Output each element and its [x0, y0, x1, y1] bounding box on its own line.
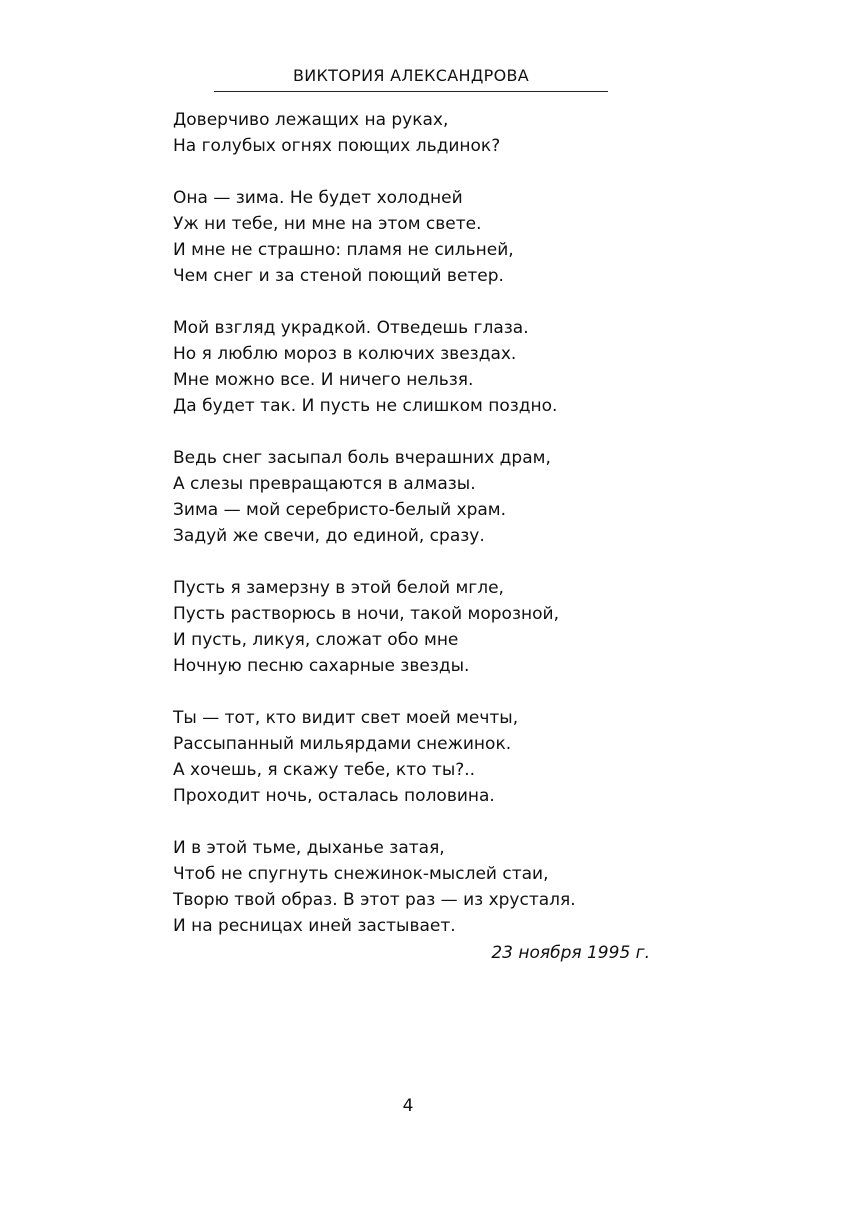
stanza [173, 445, 673, 549]
stanza [173, 705, 673, 809]
poem-line: Да будет так. И пусть не слишком поздно. [173, 396, 558, 416]
poem-line: Мой взгляд украдкой. Отведешь глаза. [173, 318, 529, 338]
poem-line: Мне можно все. И ничего нельзя. [173, 370, 474, 390]
poem-line: Чтоб не спугнуть снежинок-мыслей стаи, [173, 864, 549, 884]
poem-line: Ты — тот, кто видит свет моей мечты, [173, 708, 519, 728]
poem-line: Зима — мой серебристо-белый храм. [173, 500, 507, 520]
poem-line: Она — зима. Не будет холодней [173, 188, 463, 208]
page-number: 4 [402, 1096, 414, 1116]
poem-line: Задуй же свечи, до единой, сразу. [173, 526, 485, 546]
poem-line: И на ресницах иней застывает. [173, 916, 456, 936]
running-head-author: ВИКТОРИЯ АЛЕКСАНДРОВА [292, 66, 530, 85]
poem-line: И пусть, ликуя, сложат обо мне [173, 630, 459, 650]
stanza [173, 835, 673, 939]
poem-body [173, 107, 673, 965]
poem-line: И мне не страшно: пламя не сильней, [173, 240, 514, 260]
stanza [173, 315, 673, 419]
poem-line: Пусть растворюсь в ночи, такой морозной, [173, 604, 559, 624]
poem-line: Чем снег и за стеной поющий ветер. [173, 266, 504, 286]
poem-line: Пусть я замерзну в этой белой мгле, [173, 578, 504, 598]
stanza [173, 575, 673, 679]
poem-line: Но я люблю мороз в колючих звездах. [173, 344, 517, 364]
poem-line: Ведь снег засыпал боль вчерашних драм, [173, 448, 551, 468]
poem-line: Рассыпанный мильярдами снежинок. [173, 734, 512, 754]
stanza [173, 185, 673, 289]
poem-line: А слезы превращаются в алмазы. [173, 474, 476, 494]
poem-line: А хочешь, я скажу тебе, кто ты?.. [173, 760, 476, 780]
poem-line: Творю твой образ. В этот раз — из хрусталя. [173, 890, 576, 910]
poem-date: 23 ноября 1995 г. [491, 943, 650, 963]
poem-line: Доверчиво лежащих на руках, [173, 110, 449, 130]
header-rule [214, 91, 608, 92]
poem-line: Проходит ночь, осталась половина. [173, 786, 495, 806]
poem-line: Ночную песню сахарные звезды. [173, 656, 470, 676]
poem-line: На голубых огнях поющих льдинок? [173, 136, 501, 156]
poem-line: И в этой тьме, дыханье затая, [173, 838, 445, 858]
poem-line: Уж ни тебе, ни мне на этом свете. [173, 214, 482, 234]
stanza [173, 107, 673, 159]
